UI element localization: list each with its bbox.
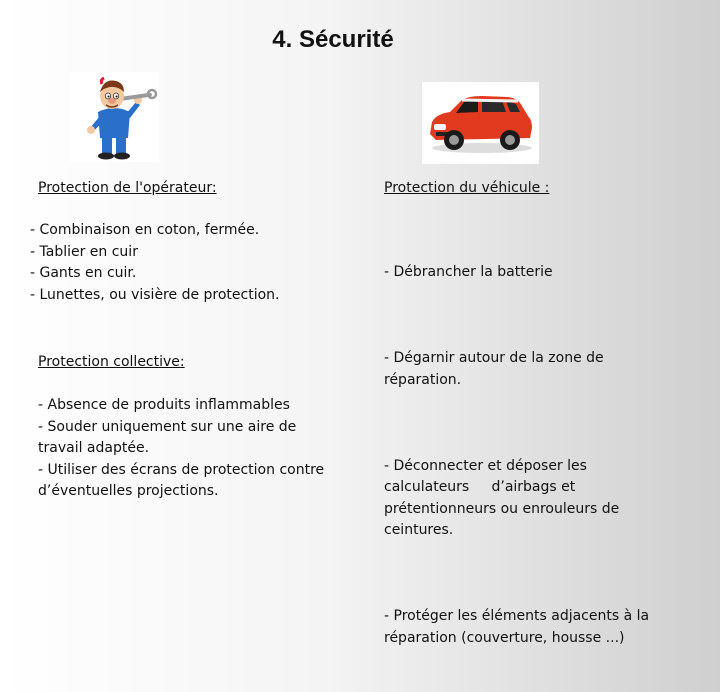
collective-protection-list (38, 395, 343, 503)
slide-title: 4. Sécurité (272, 26, 394, 53)
mechanic-illustration-icon (70, 72, 159, 162)
list-item: - Débrancher la batterie (384, 264, 553, 280)
vehicle-protection-heading: Protection du véhicule : (384, 180, 550, 196)
car-image (422, 82, 539, 164)
list-item: - Lunettes, ou visière de protection. (30, 286, 280, 303)
list-item: - Souder uniquement sur une aire de travail adaptée. (38, 418, 297, 456)
operator-protection-list (30, 220, 330, 306)
list-item: - Absence de produits inflammables (38, 397, 290, 413)
operator-protection-heading: Protection de l'opérateur: (38, 180, 217, 196)
vehicle-protection-list (384, 219, 666, 692)
list-item: - Protéger les éléments adjacents à la réparation (couverture, housse ...) (384, 608, 654, 646)
list-item: - Déconnecter et déposer les calculateurs d’airbags et prétentionneurs ou enrouleurs de ceintures. (384, 457, 624, 538)
list-item: - Combinaison en coton, fermée. (30, 222, 260, 238)
list-item: - Dégarnir autour de la zone de réparation. (384, 350, 609, 388)
red-car-icon (422, 82, 539, 164)
list-item: - Gants en cuir. (30, 265, 137, 281)
list-item: - Utiliser des écrans de protection contre d’éventuelles projections. (38, 461, 325, 499)
mechanic-image (70, 72, 159, 162)
list-item: - Tablier en cuir (30, 243, 138, 260)
collective-protection-heading: Protection collective: (38, 354, 185, 370)
